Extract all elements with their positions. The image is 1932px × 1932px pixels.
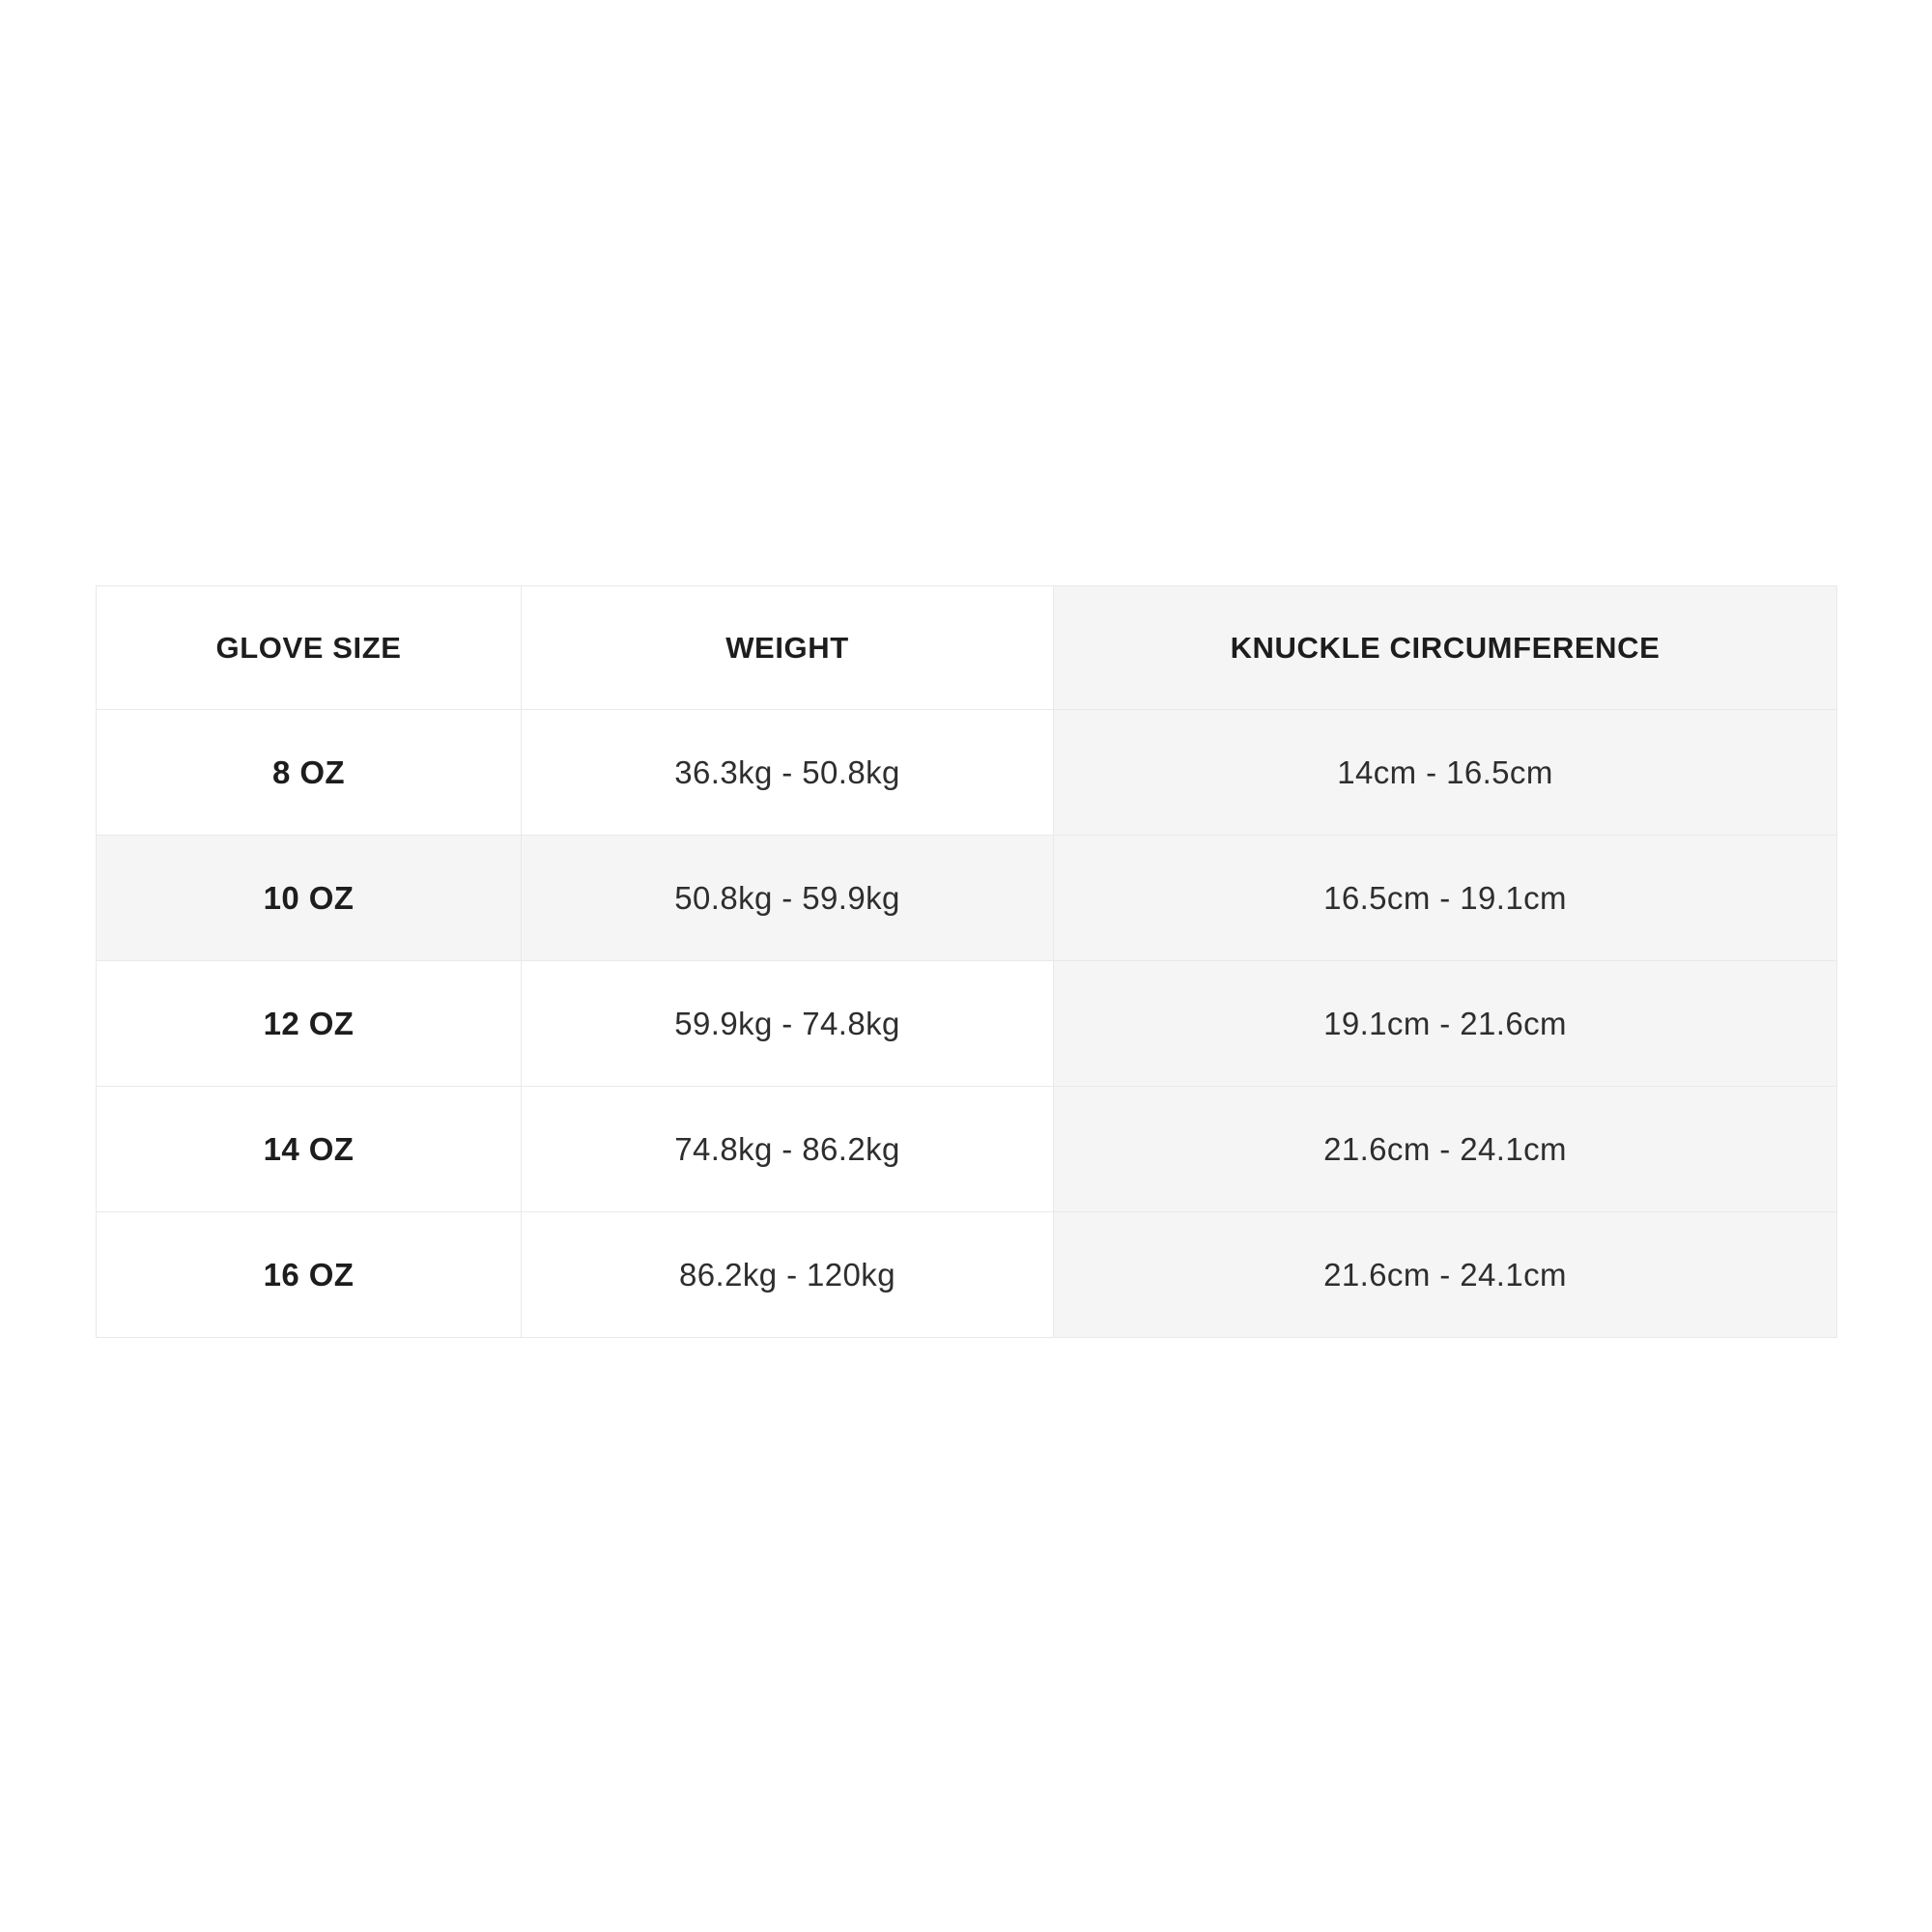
cell-knuckle-circumference: 21.6cm - 24.1cm bbox=[1054, 1087, 1837, 1212]
header-glove-size: GLOVE SIZE bbox=[97, 586, 522, 710]
cell-weight: 59.9kg - 74.8kg bbox=[522, 961, 1054, 1087]
table-row bbox=[97, 836, 1837, 961]
cell-weight: 50.8kg - 59.9kg bbox=[522, 836, 1054, 961]
table-row bbox=[97, 1087, 1837, 1212]
cell-knuckle-circumference: 16.5cm - 19.1cm bbox=[1054, 836, 1837, 961]
cell-glove-size: 16 OZ bbox=[97, 1212, 522, 1338]
table-row bbox=[97, 961, 1837, 1087]
cell-glove-size: 14 OZ bbox=[97, 1087, 522, 1212]
table-row bbox=[97, 710, 1837, 836]
cell-glove-size: 10 OZ bbox=[97, 836, 522, 961]
cell-glove-size: 8 OZ bbox=[97, 710, 522, 836]
cell-glove-size: 12 OZ bbox=[97, 961, 522, 1087]
table-header-row bbox=[97, 586, 1837, 710]
header-weight: WEIGHT bbox=[522, 586, 1054, 710]
cell-knuckle-circumference: 19.1cm - 21.6cm bbox=[1054, 961, 1837, 1087]
cell-knuckle-circumference: 21.6cm - 24.1cm bbox=[1054, 1212, 1837, 1338]
table-row bbox=[97, 1212, 1837, 1338]
cell-weight: 86.2kg - 120kg bbox=[522, 1212, 1054, 1338]
cell-knuckle-circumference: 14cm - 16.5cm bbox=[1054, 710, 1837, 836]
header-knuckle-circumference: KNUCKLE CIRCUMFERENCE bbox=[1054, 586, 1837, 710]
cell-weight: 36.3kg - 50.8kg bbox=[522, 710, 1054, 836]
cell-weight: 74.8kg - 86.2kg bbox=[522, 1087, 1054, 1212]
glove-size-table bbox=[96, 585, 1837, 1338]
